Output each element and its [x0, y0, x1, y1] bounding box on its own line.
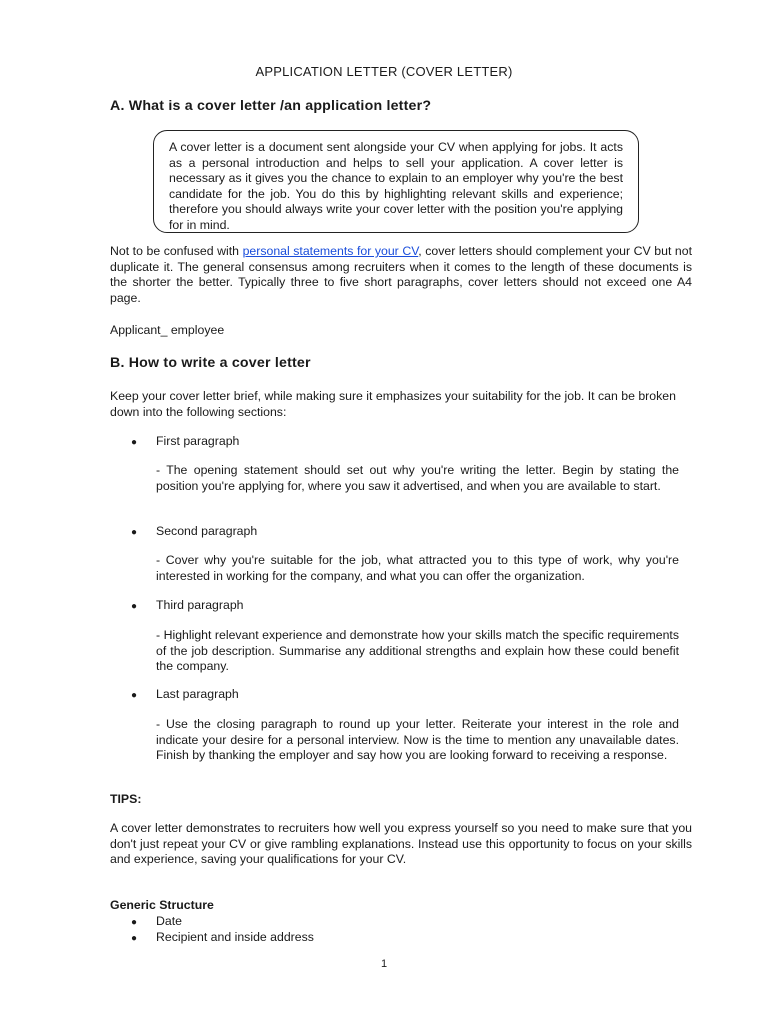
- bullet-marker: ●: [131, 437, 138, 448]
- personal-statements-link[interactable]: personal statements for your CV: [242, 244, 419, 258]
- generic-item-recipient: Recipient and inside address: [156, 930, 314, 944]
- generic-item-date: Date: [156, 914, 182, 928]
- intro-suffix: , cover letters should complement your CV but not duplicate it. The general consensus among recruiters when it comes to the length of these documents is the shorter the better. Typically three to five short paragraphs, cover letters should not exceed one A4 page.: [110, 244, 692, 305]
- bullet-label-third: Third paragraph: [156, 598, 244, 612]
- bullet-marker: ●: [131, 690, 138, 701]
- bullet-marker: ●: [131, 601, 138, 612]
- generic-structure-heading: Generic Structure: [110, 898, 214, 912]
- keep-brief-paragraph: Keep your cover letter brief, while making sure it emphasizes your suitability for the job. It can be broken down into the following sections:: [110, 389, 676, 419]
- bullet-marker: ●: [131, 527, 138, 538]
- bullet-label-second: Second paragraph: [156, 524, 258, 538]
- definition-box: A cover letter is a document sent alongside your CV when applying for jobs. It acts as a personal introduction and helps to sell your application. A cover letter is necessary as it gives you the chance to explain to an employer why you're the best candidate for the job. You do this by highlighting relevant skills and experience; therefore you should always write your cover letter with the position you're applying for in mind.: [153, 130, 639, 233]
- bullet-label-last: Last paragraph: [156, 687, 239, 701]
- bullet-label-first: First paragraph: [156, 434, 240, 448]
- bullet-desc-last: - Use the closing paragraph to round up your letter. Reiterate your interest in the role and indicate your desire for a personal interview. Now is the time to mention any unavailable dates. Finish by thanking the employer and say how you are looking forward to receiving a response.: [156, 717, 679, 762]
- bullet-marker: ●: [131, 917, 138, 928]
- applicant-line: Applicant_ employee: [110, 323, 225, 337]
- bullet-desc-first: - The opening statement should set out why you're writing the letter. Begin by stating the position you're applying for, where you saw it advertised, and when you are available to start.: [156, 463, 679, 493]
- tips-heading: TIPS:: [110, 792, 142, 806]
- bullet-desc-second: - Cover why you're suitable for the job, what attracted you to this type of work, why you're interested in working for the company, and what you can offer the organization.: [156, 553, 679, 583]
- section-b-heading: B. How to write a cover letter: [110, 355, 311, 371]
- tips-paragraph: A cover letter demonstrates to recruiters how well you express yourself so you need to make sure that you don't just repeat your CV or give rambling explanations. Instead use this opportunity to focus on your skills and experience, saving your qualifications for your CV.: [110, 821, 692, 866]
- bullet-marker: ●: [131, 933, 138, 944]
- page-number: 1: [380, 958, 388, 970]
- bullet-desc-third: - Highlight relevant experience and demonstrate how your skills match the specific requirements of the job description. Summarise any additional strengths and explain how these could benefit the company.: [156, 628, 679, 673]
- document-title: APPLICATION LETTER (COVER LETTER): [255, 64, 513, 79]
- intro-prefix: Not to be confused with: [110, 244, 243, 258]
- section-a-heading: A. What is a cover letter /an application letter?: [110, 98, 432, 114]
- intro-paragraph: [110, 244, 692, 306]
